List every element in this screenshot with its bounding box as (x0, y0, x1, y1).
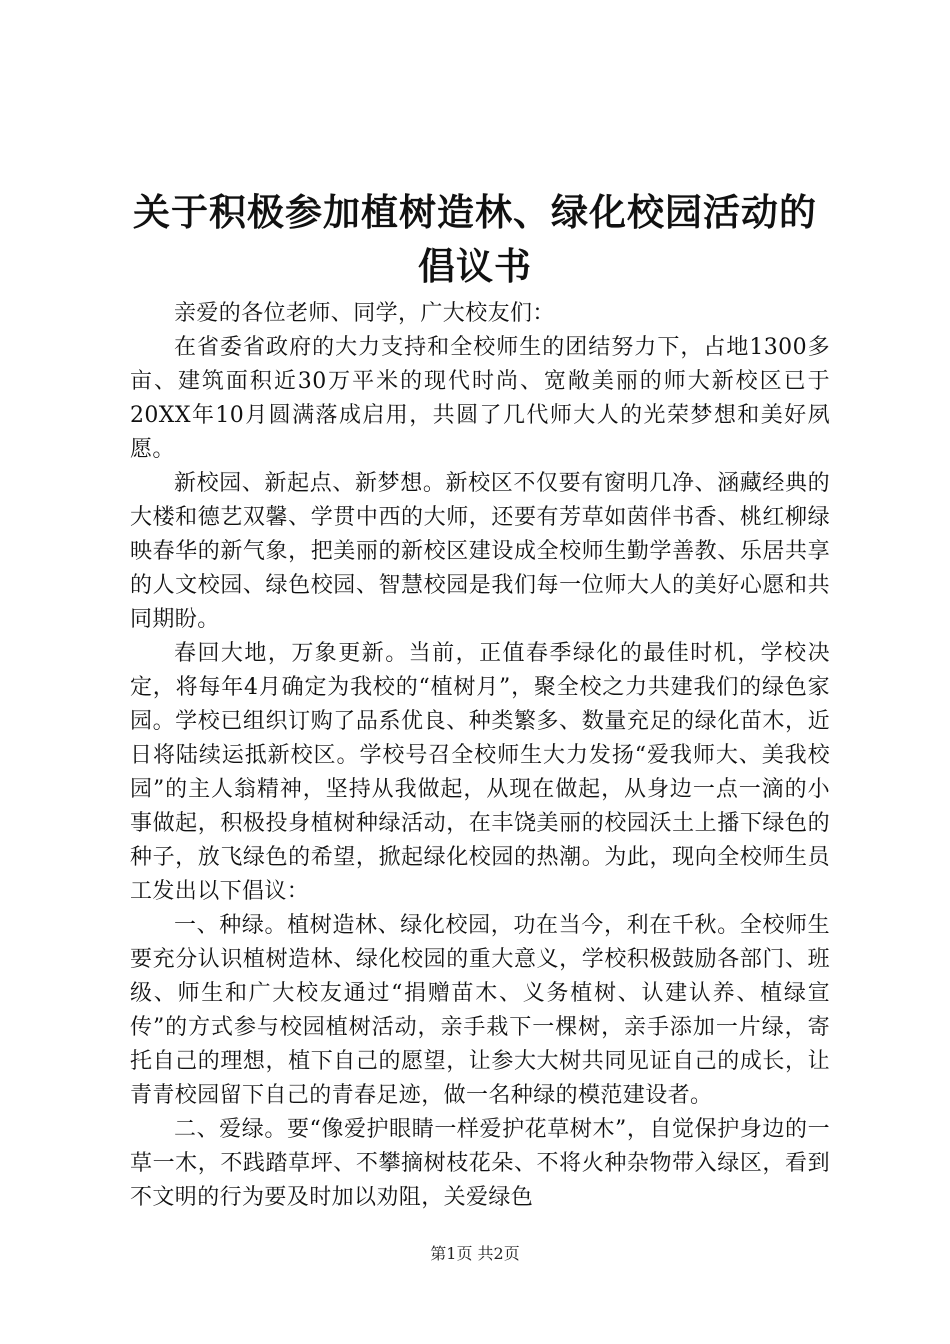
paragraph-2: 新校园、新起点、新梦想。新校区不仅要有窗明几净、涵藏经典的大楼和德艺双馨、学贯中西的大师，还要有芳草如茵伴书香、桃红柳绿映春华的新气象，把美丽的新校区建设成全校师生勤学善教、乐居共享的人文校园、绿色校园、智慧校园是我们每一位师大人的美好心愿和共同期盼。 (130, 471, 830, 632)
paragraph-4: 一、种绿。植树造林、绿化校园，功在当今，利在千秋。全校师生要充分认识植树造林、绿化校园的重大意义，学校积极鼓励各部门、班级、师生和广大校友通过“捐赠苗木、义务植树、认建认养、植绿宣传”的方式参与校园植树活动，亲手栽下一棵树，亲手添加一片绿，寄托自己的理想，植下自己的愿望，让参大大树共同见证自己的成长，让青青校园留下自己的青春足迹，做一名种绿的模范建设者。 (130, 913, 830, 1108)
document-title: 关于积极参加植树造林、绿化校园活动的倡议书 (133, 191, 817, 288)
salutation: 亲爱的各位老师、同学，广大校友们： (174, 301, 555, 326)
document-body (130, 297, 830, 1215)
paragraph-5: 二、爱绿。要“像爱护眼睛一样爱护花草树木”，自觉保护身边的一草一木，不践踏草坪、不攀摘树枝花朵、不将火种杂物带入绿区，看到不文明的行为要及时加以劝阻，关爱绿色 (130, 1117, 830, 1210)
page-number: 第1页 共2页 (430, 1244, 520, 1263)
paragraph-3: 春回大地，万象更新。当前，正值春季绿化的最佳时机，学校决定，将每年4月确定为我校的“植树月”，聚全校之力共建我们的绿色家园。学校已组织订购了品系优良、种类繁多、数量充足的绿化苗木，近日将陆续运抵新校区。学校号召全校师生大力发扬“爱我师大、美我校园”的主人翁精神，坚持从我做起，从现在做起，从身边一点一滴的小事做起，积极投身植树种绿活动，在丰饶美丽的校园沃土上播下绿色的种子，放飞绿色的希望，掀起绿化校园的热潮。为此，现向全校师生员工发出以下倡议： (130, 641, 830, 904)
paragraph-1: 在省委省政府的大力支持和全校师生的团结努力下，占地1300多亩、建筑面积近30万平米的现代时尚、宽敞美丽的师大新校区已于20XX年10月圆满落成启用，共圆了几代师大人的光荣梦想和美好夙愿。 (130, 335, 830, 462)
